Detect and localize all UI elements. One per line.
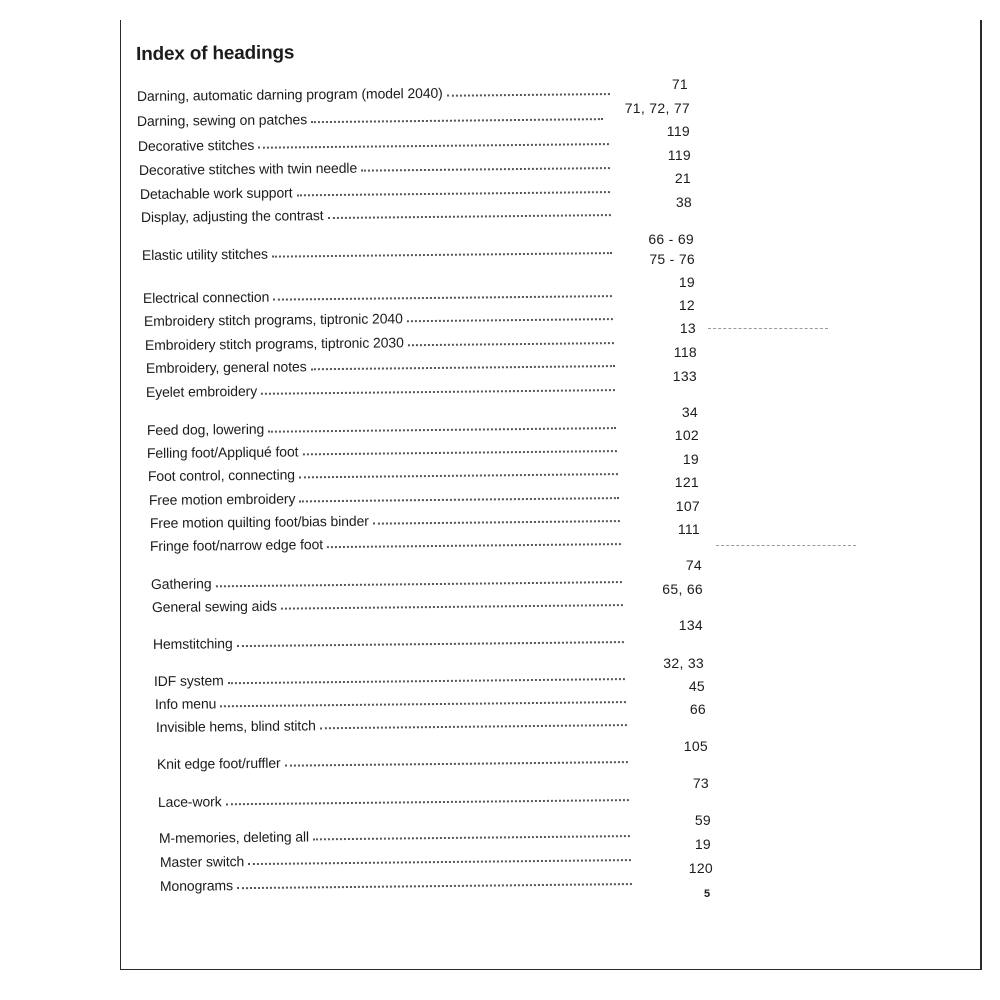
page-ref: 119 <box>667 147 691 163</box>
page-ref: 102 <box>674 427 699 443</box>
page-title: Index of headings <box>136 42 295 65</box>
entry-label: Elastic utility stitches <box>141 245 268 263</box>
entry-label: Fringe foot/narrow edge foot <box>149 536 324 554</box>
entry-label: Lace-work <box>157 793 222 810</box>
entry-label: Master switch <box>159 853 245 870</box>
entry-label: Gathering <box>150 575 212 592</box>
page-ref: 120 <box>688 860 713 876</box>
entry-label: Decorative stitches with twin needle <box>138 159 358 178</box>
entry-label: Decorative stitches <box>137 136 255 154</box>
entry-label: Free motion quilting foot/bias binder <box>149 512 369 531</box>
entry-label: Darning, sewing on patches <box>136 111 308 129</box>
entry-label: Free motion embroidery <box>148 490 296 508</box>
entry-label: Embroidery stitch programs, tiptronic 2030 <box>144 334 404 353</box>
entry-label: Embroidery stitch programs, tiptronic 2040 <box>143 310 403 329</box>
scan-artifact-line <box>716 545 856 546</box>
page-ref: 34 <box>681 404 698 420</box>
page-ref: 13 <box>679 320 696 336</box>
page-ref: 107 <box>675 498 700 514</box>
entry-label: Hemstitching <box>152 635 233 652</box>
page-ref: 133 <box>672 368 697 384</box>
entry-label: Info menu <box>154 695 217 712</box>
page-ref: 19 <box>682 451 699 467</box>
entry-label: Knit edge foot/ruffler <box>156 754 281 772</box>
page-ref: 38 <box>675 194 692 210</box>
page-ref: 21 <box>674 170 691 186</box>
page-ref: 71 <box>671 76 688 92</box>
page-ref: 19 <box>678 274 695 290</box>
entry-label: General sewing aids <box>151 597 277 615</box>
page-number: 5 <box>704 888 711 900</box>
page-ref: 119 <box>666 123 690 139</box>
page-ref: 65, 66 <box>662 581 703 597</box>
entry-label: M-memories, deleting all <box>158 828 310 846</box>
page-ref: 59 <box>694 812 711 828</box>
entry-label: Monograms <box>159 877 234 894</box>
page-ref: 66 <box>689 701 706 717</box>
page-ref: 19 <box>694 836 711 852</box>
entry-label: Felling foot/Appliqué foot <box>146 443 299 461</box>
entry-label: IDF system <box>153 672 224 689</box>
page-ref: 66 - 69 <box>648 231 694 247</box>
page-ref: 121 <box>674 474 699 490</box>
entry-label: Invisible hems, blind stitch <box>155 717 316 735</box>
page-ref: 32, 33 <box>663 655 704 671</box>
page-ref: 118 <box>673 344 697 360</box>
entry-label: Eyelet embroidery <box>145 382 258 400</box>
entry-label: Darning, automatic darning program (model 2040) <box>136 84 443 104</box>
entry-label: Electrical connection <box>142 288 270 306</box>
page-ref: 134 <box>678 617 703 633</box>
page-ref: 105 <box>683 738 708 754</box>
page-ref: 74 <box>685 557 702 573</box>
page-ref: 73 <box>692 775 709 791</box>
page-ref: 111 <box>677 521 700 537</box>
entry-label: Foot control, connecting <box>147 466 296 484</box>
page-ref: 75 - 76 <box>649 251 695 267</box>
entry-label: Embroidery, general notes <box>145 358 307 376</box>
entry-label: Detachable work support <box>139 184 293 202</box>
scan-artifact-line <box>708 328 828 329</box>
entry-label: Display, adjusting the contrast <box>140 207 324 225</box>
page-ref: 71, 72, 77 <box>624 100 690 116</box>
page-ref: 45 <box>688 678 705 694</box>
page-ref: 12 <box>678 297 695 313</box>
entry-label: Feed dog, lowering <box>146 420 265 438</box>
